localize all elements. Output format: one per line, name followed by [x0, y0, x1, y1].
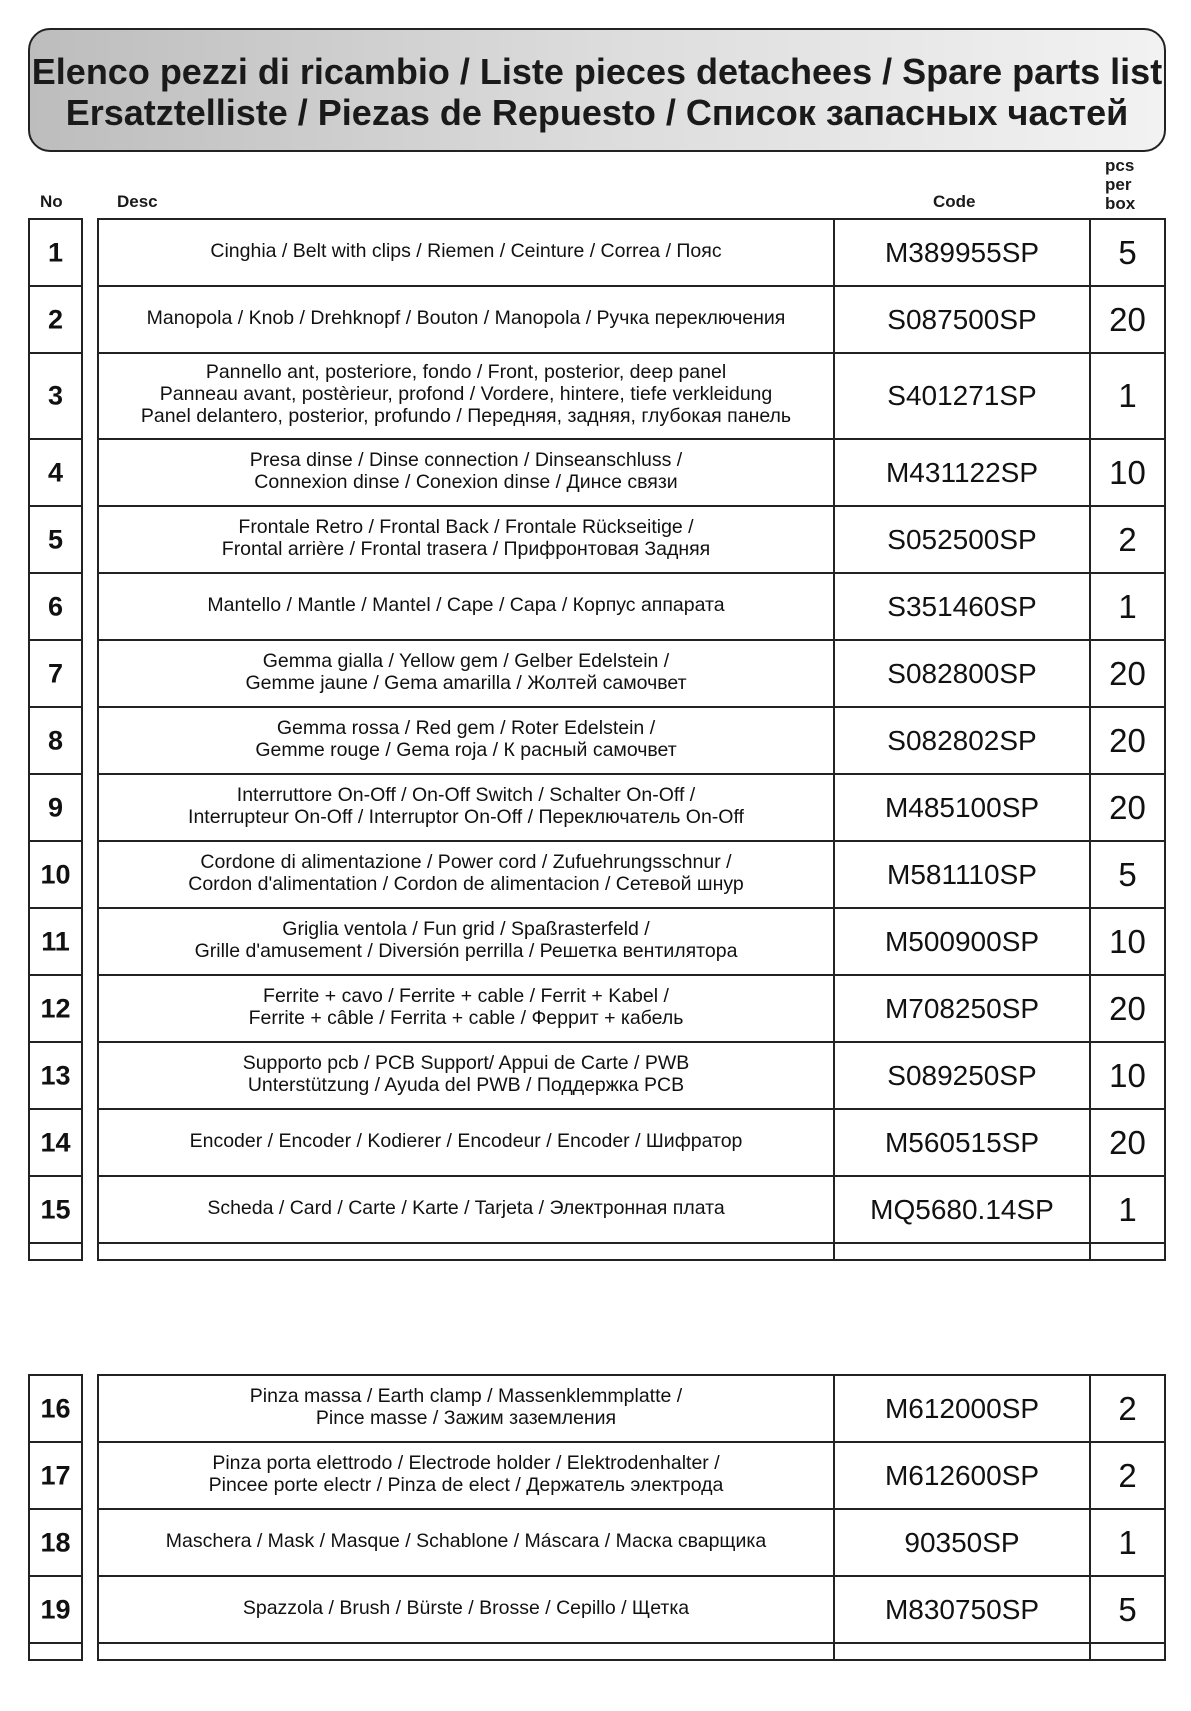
- row-number: 17: [40, 1460, 71, 1490]
- description-line: Griglia ventola / Fun grid / Spaßrasterfeld /: [282, 917, 650, 940]
- description-line: Pannello ant, posteriore, fondo / Front, posterior, deep panel: [205, 361, 727, 383]
- description-line: Pince masse / Зажим заземления: [315, 1406, 617, 1429]
- row-number: 19: [40, 1594, 71, 1624]
- description-line: Panneau avant, postèrieur, profond / Vordere, hintere, tiefe verkleidung: [159, 383, 773, 405]
- pieces-per-box: 20: [1089, 639, 1166, 708]
- row-number-cell: [28, 1508, 83, 1577]
- blank-cell: [833, 1242, 1091, 1261]
- description-cell: [97, 438, 835, 507]
- title-banner: [28, 28, 1166, 152]
- description-line: Manopola / Knob / Drehknopf / Bouton / Manopola / Ручка переключения: [146, 306, 786, 329]
- pieces-per-box: 20: [1089, 1108, 1166, 1177]
- description-line: Pincee porte electr / Pinza de elect / Держатель электрода: [208, 1473, 724, 1496]
- pieces-per-box: 2: [1089, 1441, 1166, 1510]
- row-number-cell: [28, 285, 83, 354]
- part-code: S351460SP: [833, 572, 1091, 641]
- part-code: S052500SP: [833, 505, 1091, 574]
- table-row: [0, 220, 1191, 287]
- row-number-cell: [28, 438, 83, 507]
- table-row: [0, 708, 1191, 775]
- row-number: 8: [47, 725, 64, 755]
- row-number: 16: [40, 1393, 71, 1423]
- description-line: Ferrite + cavo / Ferrite + cable / Ferrit + Kabel /: [263, 984, 669, 1007]
- row-number-cell: [28, 1441, 83, 1510]
- pieces-per-box: 5: [1089, 840, 1166, 909]
- table-row: [0, 507, 1191, 574]
- part-code: M612000SP: [833, 1374, 1091, 1443]
- row-number: 11: [41, 926, 70, 956]
- description-cell: [97, 1441, 835, 1510]
- description-line: Pinza porta elettrodo / Electrode holder / Elektrodenhalter /: [212, 1451, 720, 1474]
- pieces-per-box: 1: [1089, 572, 1166, 641]
- blank-cell: [28, 1642, 83, 1661]
- description-cell: [97, 1108, 835, 1177]
- table-row: [0, 440, 1191, 507]
- description-cell: [97, 352, 835, 440]
- table-row: [0, 641, 1191, 708]
- table-row: [0, 354, 1191, 427]
- table-row: [0, 842, 1191, 909]
- description-cell: [97, 840, 835, 909]
- part-code: M581110SP: [833, 840, 1091, 909]
- row-number: 6: [47, 591, 64, 621]
- table-row: [0, 775, 1191, 842]
- row-number: 5: [47, 524, 64, 554]
- row-number-cell: [28, 907, 83, 976]
- pieces-per-box: 2: [1089, 505, 1166, 574]
- part-code: M830750SP: [833, 1575, 1091, 1644]
- table-row: [0, 909, 1191, 976]
- description-line: Cinghia / Belt with clips / Riemen / Ceinture / Correa / Пояс: [210, 239, 722, 262]
- description-line: Scheda / Card / Carte / Karte / Tarjeta / Электронная плата: [207, 1196, 725, 1219]
- description-line: Encoder / Encoder / Kodierer / Encodeur / Encoder / Шифратор: [189, 1129, 743, 1152]
- row-number-cell: [28, 1108, 83, 1177]
- table-row: [0, 1443, 1191, 1510]
- row-number-cell: [28, 974, 83, 1043]
- row-number-cell: [28, 218, 83, 287]
- description-line: Gemme rouge / Gema roja / К расный самочвет: [255, 738, 677, 761]
- row-number-cell: [28, 1575, 83, 1644]
- part-code: M485100SP: [833, 773, 1091, 842]
- row-number-cell: [28, 352, 83, 440]
- description-line: Interrupteur On-Off / Interruptor On-Off / Переключатель On-Off: [188, 805, 744, 828]
- row-number-cell: [28, 773, 83, 842]
- description-line: Mantello / Mantle / Mantel / Cape / Capa / Корпус аппарата: [207, 593, 725, 616]
- pieces-per-box: 5: [1089, 1575, 1166, 1644]
- table-row: [0, 287, 1191, 354]
- table-row: [0, 1510, 1191, 1577]
- column-header-no: No: [40, 192, 63, 211]
- description-cell: [97, 1508, 835, 1577]
- description-line: Pinza massa / Earth clamp / Massenklemmplatte /: [249, 1384, 683, 1407]
- description-line: Unterstützung / Ayuda del PWB / Поддержка PCB: [247, 1073, 685, 1096]
- row-number: 13: [40, 1060, 71, 1090]
- blank-cell: [97, 1642, 835, 1661]
- pieces-per-box: 1: [1089, 1508, 1166, 1577]
- blank-cell: [1089, 1642, 1166, 1661]
- column-header-desc: Desc: [117, 192, 158, 211]
- description-line: Frontale Retro / Frontal Back / Frontale Rückseitige /: [238, 515, 694, 538]
- part-code: M612600SP: [833, 1441, 1091, 1510]
- blank-cell: [1089, 1242, 1166, 1261]
- table-row: [0, 1043, 1191, 1110]
- row-number: 14: [40, 1127, 71, 1157]
- description-line: Gemma rossa / Red gem / Roter Edelstein /: [276, 716, 656, 739]
- row-number-cell: [28, 1374, 83, 1443]
- description-cell: [97, 218, 835, 287]
- part-code: S089250SP: [833, 1041, 1091, 1110]
- row-number-cell: [28, 706, 83, 775]
- description-line: Gemma gialla / Yellow gem / Gelber Edelstein /: [262, 649, 670, 672]
- row-number: 3: [47, 380, 64, 411]
- description-line: Interruttore On-Off / On-Off Switch / Schalter On-Off /: [236, 783, 696, 806]
- description-line: Cordon d'alimentation / Cordon de alimentacion / Сетевой шнур: [188, 872, 744, 895]
- description-cell: [97, 1175, 835, 1244]
- blank-cell: [28, 1242, 83, 1261]
- part-code: S087500SP: [833, 285, 1091, 354]
- description-line: Presa dinse / Dinse connection / Dinseanschluss /: [249, 448, 683, 471]
- row-number-cell: [28, 840, 83, 909]
- part-code: M560515SP: [833, 1108, 1091, 1177]
- table-row: [0, 976, 1191, 1043]
- part-code: S082802SP: [833, 706, 1091, 775]
- row-number-cell: [28, 1041, 83, 1110]
- row-number-cell: [28, 505, 83, 574]
- description-line: Frontal arrière / Frontal trasera / Прифронтовая Задняя: [221, 537, 711, 560]
- row-number: 9: [47, 792, 64, 822]
- description-cell: [97, 285, 835, 354]
- pieces-per-box: 1: [1089, 352, 1166, 440]
- part-code: MQ5680.14SP: [833, 1175, 1091, 1244]
- table-row: [0, 1577, 1191, 1644]
- column-header-code: Code: [933, 192, 976, 211]
- pieces-per-box: 10: [1089, 907, 1166, 976]
- part-code: S401271SP: [833, 352, 1091, 440]
- column-header-pcs-per-box: pcs per box: [1105, 156, 1136, 213]
- row-number: 12: [40, 993, 71, 1023]
- row-number: 2: [47, 304, 64, 334]
- description-line: Gemme jaune / Gema amarilla / Жолтей самочвет: [245, 671, 687, 694]
- part-code: M708250SP: [833, 974, 1091, 1043]
- description-cell: [97, 1374, 835, 1443]
- description-cell: [97, 639, 835, 708]
- pieces-per-box: 20: [1089, 974, 1166, 1043]
- blank-row: [0, 1644, 1191, 1711]
- row-number-cell: [28, 639, 83, 708]
- pieces-per-box: 20: [1089, 285, 1166, 354]
- row-number: 4: [47, 457, 64, 487]
- title-line-1: Elenco pezzi di ricambio / Liste pieces detachees / Spare parts list: [31, 51, 1163, 92]
- row-number: 10: [40, 859, 71, 889]
- row-number: 15: [40, 1194, 71, 1224]
- description-cell: [97, 1575, 835, 1644]
- description-line: Connexion dinse / Conexion dinse / Динсе связи: [254, 470, 678, 493]
- pieces-per-box: 1: [1089, 1175, 1166, 1244]
- pieces-per-box: 10: [1089, 438, 1166, 507]
- part-code: M500900SP: [833, 907, 1091, 976]
- description-line: Supporto pcb / PCB Support/ Appui de Carte / PWB: [242, 1051, 690, 1074]
- part-code: M389955SP: [833, 218, 1091, 287]
- description-line: Ferrite + câble / Ferrita + cable / Феррит + кабель: [248, 1006, 684, 1029]
- description-cell: [97, 1041, 835, 1110]
- blank-row: [0, 1244, 1191, 1311]
- pieces-per-box: 20: [1089, 773, 1166, 842]
- table-row: [0, 1376, 1191, 1443]
- title-line-2: Ersatztelliste / Piezas de Repuesto / Список запасных частей: [65, 92, 1129, 133]
- row-number: 7: [47, 658, 64, 688]
- description-cell: [97, 706, 835, 775]
- part-code: S082800SP: [833, 639, 1091, 708]
- table-row: [0, 1110, 1191, 1177]
- part-code: M431122SP: [833, 438, 1091, 507]
- description-line: Grille d'amusement / Diversión perrilla / Решетка вентилятора: [194, 939, 738, 962]
- description-cell: [97, 572, 835, 641]
- description-cell: [97, 773, 835, 842]
- row-number: 18: [40, 1527, 71, 1557]
- pieces-per-box: 20: [1089, 706, 1166, 775]
- blank-cell: [833, 1642, 1091, 1661]
- row-number-cell: [28, 572, 83, 641]
- pieces-per-box: 5: [1089, 218, 1166, 287]
- description-cell: [97, 974, 835, 1043]
- table-row: [0, 574, 1191, 641]
- row-number-cell: [28, 1175, 83, 1244]
- description-line: Spazzola / Brush / Bürste / Brosse / Cepillo / Щетка: [242, 1596, 690, 1619]
- row-number: 1: [47, 237, 64, 267]
- part-code: 90350SP: [833, 1508, 1091, 1577]
- pieces-per-box: 10: [1089, 1041, 1166, 1110]
- description-cell: [97, 907, 835, 976]
- description-line: Cordone di alimentazione / Power cord / Zufuehrungsschnur /: [200, 850, 732, 873]
- pieces-per-box: 2: [1089, 1374, 1166, 1443]
- description-cell: [97, 505, 835, 574]
- description-line: Maschera / Mask / Masque / Schablone / Máscara / Маска сварщика: [165, 1529, 767, 1552]
- table-row: [0, 1177, 1191, 1244]
- description-line: Panel delantero, posterior, profundo / Передняя, задняя, глубокая панель: [140, 405, 792, 427]
- blank-cell: [97, 1242, 835, 1261]
